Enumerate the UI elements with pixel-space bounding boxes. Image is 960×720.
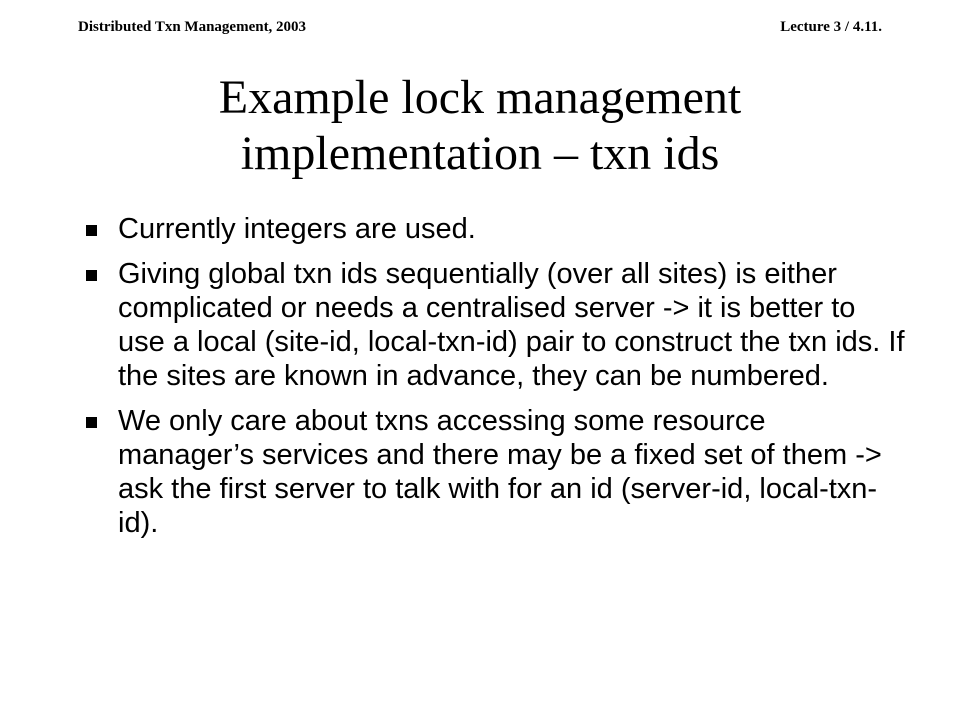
bullet-text: Currently integers are used. [118,213,476,245]
slide-title-line-1: Example lock management [218,71,742,124]
square-bullet-icon [86,417,97,428]
slide-title [0,70,960,182]
header-lecture-number: Lecture 3 / 4.11. [780,19,882,35]
square-bullet-icon [86,270,97,281]
bullet-list [86,212,906,551]
bullet-item [86,404,906,540]
bullet-item [86,212,906,246]
bullet-text: We only care about txns accessing some resource manager’s services and there may be a fixed set of them -> ask the first server to talk with for an id (server-id, local-txn-id). [118,405,882,539]
header-course-title: Distributed Txn Management, 2003 [78,19,307,35]
slide-title-line-2: implementation – txn ids [240,127,720,180]
bullet-item [86,257,906,393]
square-bullet-icon [86,225,97,236]
bullet-text: Giving global txn ids sequentially (over all sites) is either complicated or needs a centralised server -> it is better to use a local (site-id, local-txn-id) pair to construct the txn ids. If the sites are known in advance, they can be numbered. [118,258,905,392]
